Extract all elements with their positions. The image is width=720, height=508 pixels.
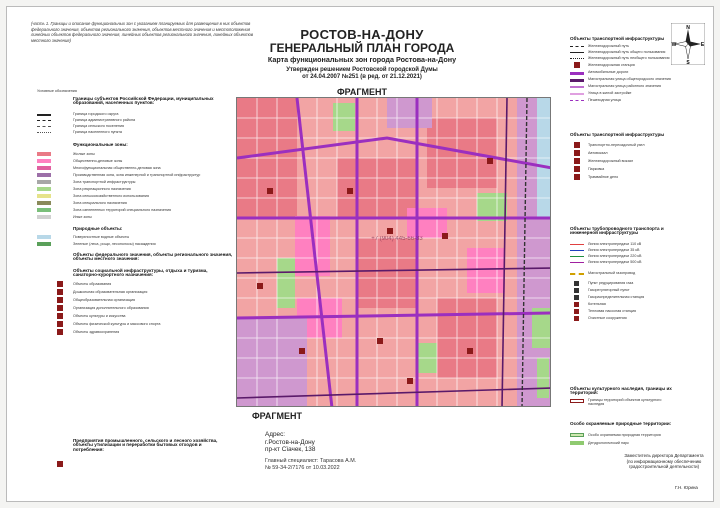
social-marker-1 — [57, 289, 63, 295]
terminal-marker-3 — [574, 166, 580, 172]
signature-line-3: градостроительной деятельности) — [628, 464, 700, 470]
watermark-phone: +7 (904) 445-66-33 — [371, 236, 423, 242]
transport-label-3: Железнодорожная станция — [588, 63, 635, 67]
social-label-6: Объекты здравоохранения — [73, 330, 120, 334]
zone-swatch-2 — [37, 166, 51, 170]
energy-swatch-1 — [570, 250, 584, 251]
zone-label-2: Многофункциональная общественно-деловая зона — [73, 166, 161, 170]
social-title: Объекты социальной инфраструктуры, отдыха и туризма, санаторно-курортного назначения: — [73, 268, 208, 278]
protected-swatch-1 — [570, 441, 584, 445]
nature-swatch-0 — [37, 235, 51, 239]
protected-swatch-0 — [570, 433, 584, 437]
terminal-marker-2 — [574, 158, 580, 164]
energy-label-4: Магистральный газопровод — [588, 271, 636, 275]
energy-swatch-4 — [570, 273, 584, 275]
zone-label-9: Иные зоны — [73, 215, 92, 219]
zone-label-6: Зона сельскохозяйственного использования — [73, 194, 149, 198]
transport-label-8: Пешеходная улица — [588, 98, 621, 102]
terminal-label-2: Железнодорожный вокзал — [588, 159, 634, 163]
zone-swatch-9 — [37, 215, 51, 219]
zone-swatch-3 — [37, 173, 51, 177]
signature-line-2: (по информационному обеспечению — [626, 458, 702, 464]
road-swatch-4 — [570, 100, 584, 101]
compass-s: S — [686, 60, 690, 65]
terminal-label-1: Автовокзал — [588, 151, 608, 155]
terminal-label-4: Трамвайное депо — [588, 175, 619, 179]
road-swatch-1 — [570, 79, 584, 82]
energy-label-7: Газораспределительная станция — [588, 295, 645, 299]
fragment-label-top: ФРАГМЕНТ — [337, 87, 387, 97]
address-label: Адрес: — [265, 431, 286, 438]
industry-marker — [57, 461, 63, 467]
approval-text — [262, 67, 462, 81]
zone-swatch-0 — [37, 152, 51, 156]
energy-label-1: Линия электропередачи 35 кВ — [588, 248, 640, 252]
energy-label-9: Тепловая насосная станция — [588, 309, 637, 313]
energy-marker-5 — [574, 281, 579, 286]
boundary-label-0: Граница городского округа — [73, 112, 119, 116]
energy-label-0: Линия электропередачи 110 кВ — [588, 242, 642, 246]
social-label-3: Организация дополнительного образования — [73, 306, 149, 310]
header-note: (часть 1. Границы и описание функциональных зон с указанием планируемых для размещения в них объектов федерального значения, объектов регионального значения, объектов местного значения и местоположения линейных объектов федерального значения, линейных объектов регионального значения, линейных объектов местного значения) — [31, 21, 254, 43]
rail-swatch-0 — [570, 46, 584, 47]
federal-title: Объекты федерального значения, объекты регионального значения, объекты местного значения: — [73, 252, 233, 262]
boundaries-title: Границы субъектов Российской Федерации, муниципальных образований, населенных пунктов: — [73, 96, 214, 106]
social-label-1: Дошкольная образовательная организация — [73, 290, 148, 294]
heritage-swatch — [570, 399, 584, 403]
city-title: РОСТОВ-НА-ДОНУ — [300, 27, 424, 42]
zone-label-0: Жилые зоны — [73, 152, 95, 156]
map-fragment[interactable] — [236, 97, 551, 407]
social-label-0: Объекты образования — [73, 282, 112, 286]
transport-label-0: Железнодорожный путь — [588, 44, 630, 48]
transport-label-5: Магистральная улица общегородского значения — [588, 77, 671, 81]
zone-label-4: Зона транспортной инфраструктуры — [73, 180, 136, 184]
transport-label-4: Автомобильные дороги — [588, 70, 629, 74]
energy-marker-9 — [574, 309, 579, 314]
energy-swatch-2 — [570, 256, 584, 257]
station-marker — [574, 62, 580, 68]
zone-label-3: Производственная зона, зона инженерной и транспортной инфраструктур — [73, 173, 201, 177]
industry-title: Предприятия промышленного, сельского и лесного хозяйства, объекты утилизации и переработки бытовых отходов и потребления: — [73, 438, 218, 452]
signer-name: Г.Н. Юрина — [675, 485, 698, 490]
approval-line-1: Утвержден решением Ростовской городской Думы — [286, 67, 438, 73]
energy-marker-6 — [574, 288, 579, 293]
energy-label-10: Очистные сооружения — [588, 316, 627, 320]
boundary-settlement-line — [37, 132, 51, 133]
address-block — [265, 431, 315, 454]
compass-rose-icon — [671, 23, 705, 65]
map-canvas — [237, 98, 551, 407]
energy-title: Объекты трубопроводного транспорта и инженерной инфраструктуры — [570, 226, 664, 236]
social-marker-3 — [57, 305, 63, 311]
boundary-label-3: Граница населенного пункта — [73, 130, 122, 134]
energy-marker-7 — [574, 295, 579, 300]
boundary-rural-line — [37, 126, 51, 127]
social-label-5: Объекты физической культуры и массового спорта — [73, 322, 161, 326]
energy-swatch-0 — [570, 244, 584, 245]
compass-w: W — [671, 42, 677, 48]
address-city: г.Ростов-на-Дону — [265, 438, 315, 446]
protected-title: Особо охраняемые природные территории: — [570, 421, 672, 426]
zone-label-5: Зона рекреационного назначения — [73, 187, 131, 191]
transport-label-6: Магистральная улица районного значения — [588, 84, 661, 88]
signature-block — [610, 453, 718, 470]
map-sheet — [6, 6, 714, 502]
legend-right — [570, 37, 672, 467]
terminal-title: Объекты транспортной инфраструктуры — [570, 132, 665, 137]
transport-label-1: Железнодорожный путь общего пользования — [588, 50, 666, 54]
energy-marker-8 — [574, 302, 579, 307]
approval-line-2: от 24.04.2007 №251 (в ред. от 21.12.2021) — [302, 74, 422, 81]
zone-swatch-7 — [37, 201, 51, 205]
terminal-marker-1 — [574, 150, 580, 156]
specialist-name: Главный специалист: Тарасова А.М. — [265, 458, 357, 464]
boundary-city-line — [37, 114, 51, 116]
energy-label-8: Котельная — [588, 302, 606, 306]
document-meta — [265, 458, 356, 472]
energy-label-2: Линия электропередачи 220 кВ — [588, 254, 642, 258]
zone-swatch-4 — [37, 180, 51, 184]
heritage-label-0: Границы территорий объектов культурного наследия — [588, 398, 662, 407]
plan-title: ГЕНЕРАЛЬНЫЙ ПЛАН ГОРОДА — [269, 41, 455, 55]
map-subtitle: Карта функциональных зон города Ростова-на-Дону — [267, 55, 457, 64]
zone-label-8: Зона озелененных территорий специального назначения — [73, 208, 172, 212]
energy-label-6: Газорегуляторный пункт — [588, 288, 630, 292]
zone-label-1: Общественно-деловые зоны — [73, 159, 123, 163]
boundary-label-2: Граница сельского поселения — [73, 124, 125, 128]
protected-label-0: Особо охраняемая природная территория — [588, 433, 661, 437]
nature-swatch-1 — [37, 242, 51, 246]
rail-swatch-1 — [570, 52, 584, 53]
road-swatch-3 — [570, 93, 584, 95]
social-label-4: Объекты культуры и искусства — [73, 314, 126, 318]
heritage-title: Объекты культурного наследия, границы их территорий: — [570, 386, 672, 396]
boundary-label-1: Граница административного района — [73, 118, 136, 122]
zone-swatch-8 — [37, 208, 51, 212]
social-marker-5 — [57, 321, 63, 327]
energy-swatch-3 — [570, 262, 584, 263]
zone-swatch-5 — [37, 187, 51, 191]
terminal-label-3: Парковка — [588, 167, 605, 171]
road-swatch-2 — [570, 86, 584, 88]
boundary-district-line — [37, 120, 51, 121]
signature-line-1: Заместитель директора Департамента — [624, 453, 704, 458]
nature-label-0: Поверхностные водные объекты — [73, 235, 130, 239]
terminal-label-0: Транспортно-пересадочный узел — [588, 143, 645, 147]
transport-label-2: Железнодорожный путь необщего пользования — [588, 56, 670, 60]
compass-e: E — [700, 42, 705, 48]
energy-label-3: Линия электропередачи 500 кВ — [588, 260, 642, 264]
nature-label-1: Зеленые (леса, рощи, лесополосы) насаждения — [73, 242, 156, 246]
nature-title: Природные объекты: — [73, 226, 123, 231]
energy-marker-10 — [574, 316, 579, 321]
social-marker-2 — [57, 297, 63, 303]
social-marker-6 — [57, 329, 63, 335]
legend-heading: Условные обозначения — [37, 89, 77, 93]
social-marker-0 — [57, 281, 63, 287]
terminal-marker-0 — [574, 142, 580, 148]
legend-left — [37, 89, 232, 499]
fragment-label-bottom: ФРАГМЕНТ — [252, 411, 302, 421]
rail-swatch-2 — [570, 58, 584, 59]
zone-swatch-1 — [37, 159, 51, 163]
zones-title: Функциональные зоны: — [73, 142, 128, 147]
document-number: № 59-34-2/7176 от 10.03.2022 — [265, 464, 340, 471]
protected-label-1: Дендрологический парк — [588, 441, 629, 445]
terminal-marker-4 — [574, 174, 580, 180]
road-swatch-0 — [570, 72, 584, 75]
compass-n: N — [686, 25, 690, 31]
energy-label-5: Пункт редуцирования газа — [588, 281, 634, 285]
transport-title: Объекты транспортной инфраструктуры — [570, 36, 665, 41]
transport-label-7: Улица в жилой застройке — [588, 91, 632, 95]
zone-label-7: Зона специального назначения — [73, 201, 127, 205]
social-label-2: Общеобразовательная организация — [73, 298, 136, 302]
address-street: пр-кт Сїачек, 138 — [265, 446, 316, 454]
zone-swatch-6 — [37, 194, 51, 198]
social-marker-4 — [57, 313, 63, 319]
